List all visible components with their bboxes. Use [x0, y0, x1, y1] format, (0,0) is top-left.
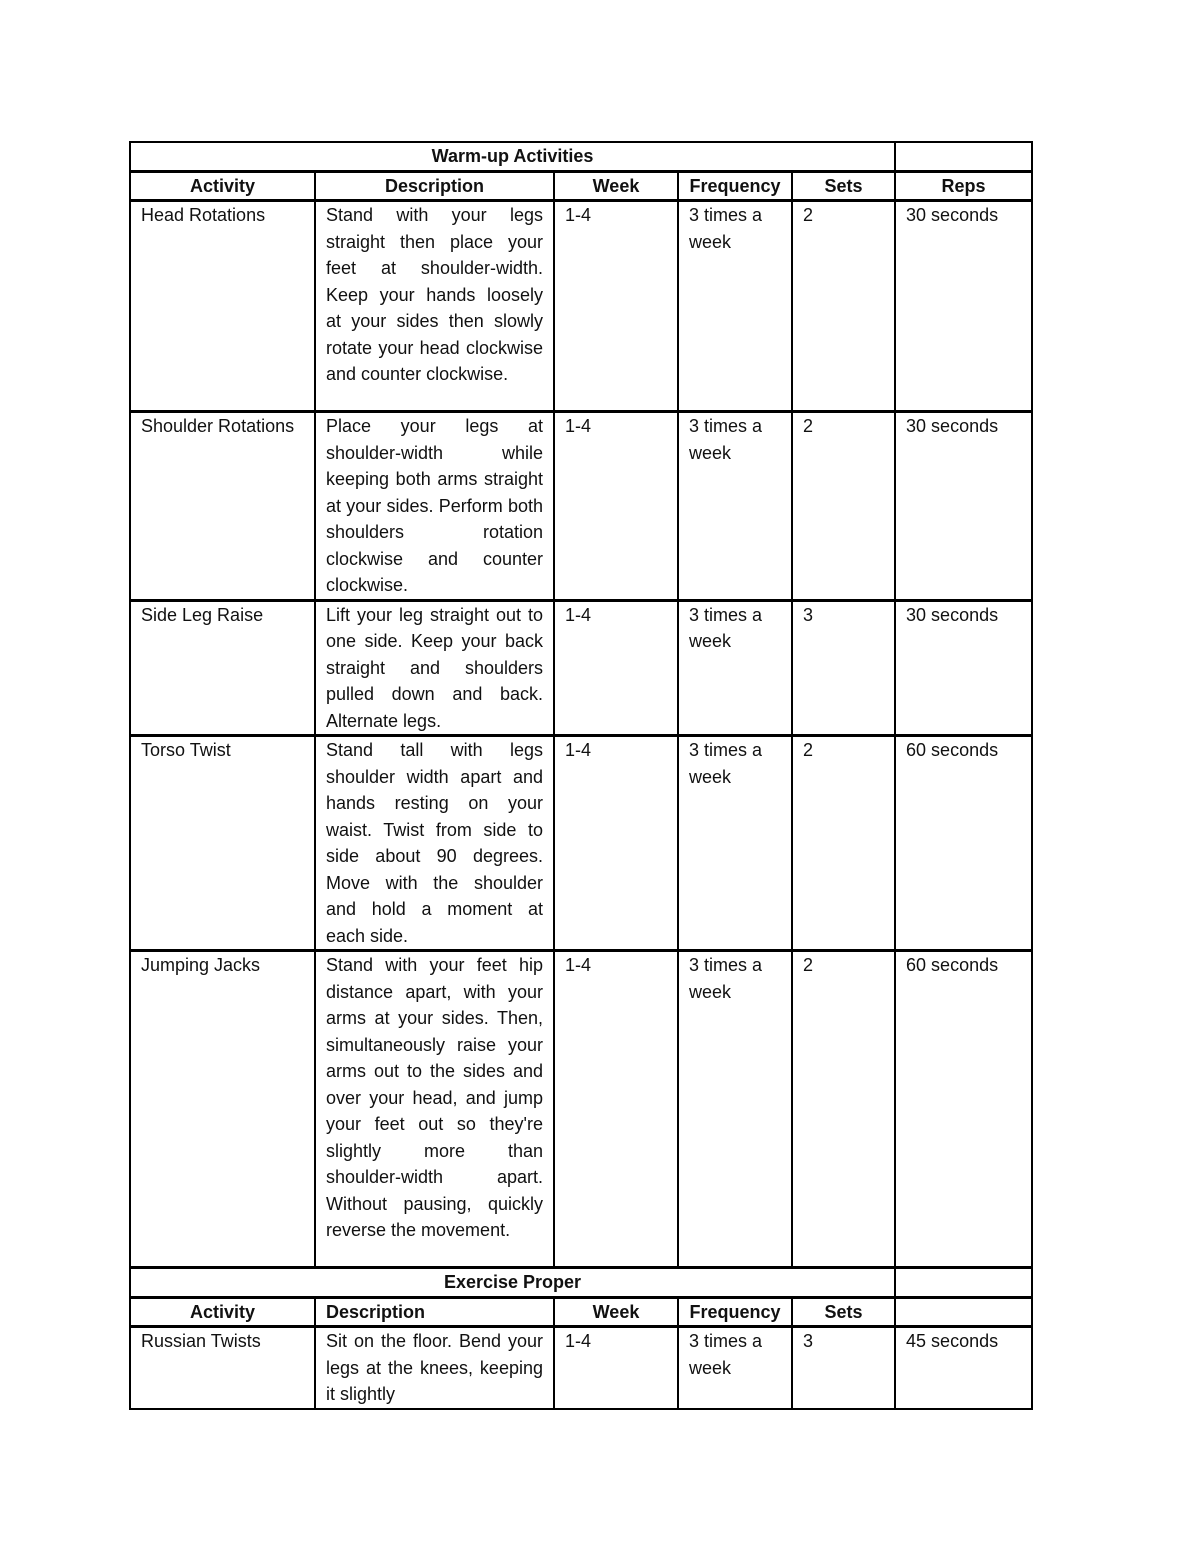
description-cell: Place your legs at shoulder-width while keeping both arms straight at your sides. Perform both shoulders rotation clockwise and counter clockwise.	[315, 412, 554, 601]
sets-cell: 3	[792, 1327, 895, 1409]
exercise-header-row	[130, 1297, 1032, 1327]
header-frequency: Frequency	[678, 171, 792, 201]
header-sets: Sets	[792, 171, 895, 201]
empty-cell	[895, 142, 1032, 171]
activity-cell: Head Rotations	[130, 201, 315, 412]
week-cell: 1-4	[554, 600, 678, 736]
sets-cell: 2	[792, 201, 895, 412]
header-week: Week	[554, 171, 678, 201]
table-row	[130, 951, 1032, 1268]
frequency-cell: 3 times a week	[678, 412, 792, 601]
table-row	[130, 736, 1032, 951]
description-cell: Lift your leg straight out to one side. Keep your back straight and shoulders pulled down and back. Alternate legs.	[315, 600, 554, 736]
warmup-section-row	[130, 142, 1032, 171]
document-page	[129, 141, 1033, 1410]
description-cell: Sit on the floor. Bend your legs at the knees, keeping it slightly	[315, 1327, 554, 1409]
week-cell: 1-4	[554, 412, 678, 601]
header-week: Week	[554, 1297, 678, 1327]
exercise-section-row	[130, 1268, 1032, 1298]
frequency-cell: 3 times a week	[678, 600, 792, 736]
header-description: Description	[315, 1297, 554, 1327]
frequency-cell: 3 times a week	[678, 201, 792, 412]
activity-cell: Jumping Jacks	[130, 951, 315, 1268]
activity-cell: Shoulder Rotations	[130, 412, 315, 601]
header-activity: Activity	[130, 171, 315, 201]
activity-cell: Side Leg Raise	[130, 600, 315, 736]
workout-table	[129, 141, 1033, 1410]
empty-cell	[895, 1268, 1032, 1298]
sets-cell: 2	[792, 412, 895, 601]
table-row	[130, 201, 1032, 412]
reps-cell: 30 seconds	[895, 201, 1032, 412]
description-cell: Stand with your legs straight then place your feet at shoulder-width. Keep your hands loosely at your sides then slowly rotate your head clockwise and counter clockwise.	[315, 201, 554, 412]
week-cell: 1-4	[554, 951, 678, 1268]
description-cell: Stand tall with legs shoulder width apart and hands resting on your waist. Twist from side to side about 90 degrees. Move with the shoulder and hold a moment at each side.	[315, 736, 554, 951]
table-row	[130, 600, 1032, 736]
warmup-title: Warm-up Activities	[130, 142, 895, 171]
header-description: Description	[315, 171, 554, 201]
week-cell: 1-4	[554, 736, 678, 951]
frequency-cell: 3 times a week	[678, 736, 792, 951]
sets-cell: 2	[792, 736, 895, 951]
reps-cell: 30 seconds	[895, 600, 1032, 736]
header-sets: Sets	[792, 1297, 895, 1327]
sets-cell: 2	[792, 951, 895, 1268]
description-cell: Stand with your feet hip distance apart, with your arms at your sides. Then, simultaneously raise your arms out to the sides and over your head, and jump your feet out so they're slightly more than shoulder-width apart. Without pausing, quickly reverse the movement.	[315, 951, 554, 1268]
header-reps: Reps	[895, 171, 1032, 201]
reps-cell: 60 seconds	[895, 736, 1032, 951]
frequency-cell: 3 times a week	[678, 1327, 792, 1409]
table-row	[130, 412, 1032, 601]
table-row	[130, 1327, 1032, 1409]
header-activity: Activity	[130, 1297, 315, 1327]
week-cell: 1-4	[554, 1327, 678, 1409]
sets-cell: 3	[792, 600, 895, 736]
header-reps	[895, 1297, 1032, 1327]
warmup-header-row	[130, 171, 1032, 201]
week-cell: 1-4	[554, 201, 678, 412]
reps-cell: 45 seconds	[895, 1327, 1032, 1409]
reps-cell: 60 seconds	[895, 951, 1032, 1268]
frequency-cell: 3 times a week	[678, 951, 792, 1268]
activity-cell: Russian Twists	[130, 1327, 315, 1409]
activity-cell: Torso Twist	[130, 736, 315, 951]
reps-cell: 30 seconds	[895, 412, 1032, 601]
header-frequency: Frequency	[678, 1297, 792, 1327]
exercise-title: Exercise Proper	[130, 1268, 895, 1298]
